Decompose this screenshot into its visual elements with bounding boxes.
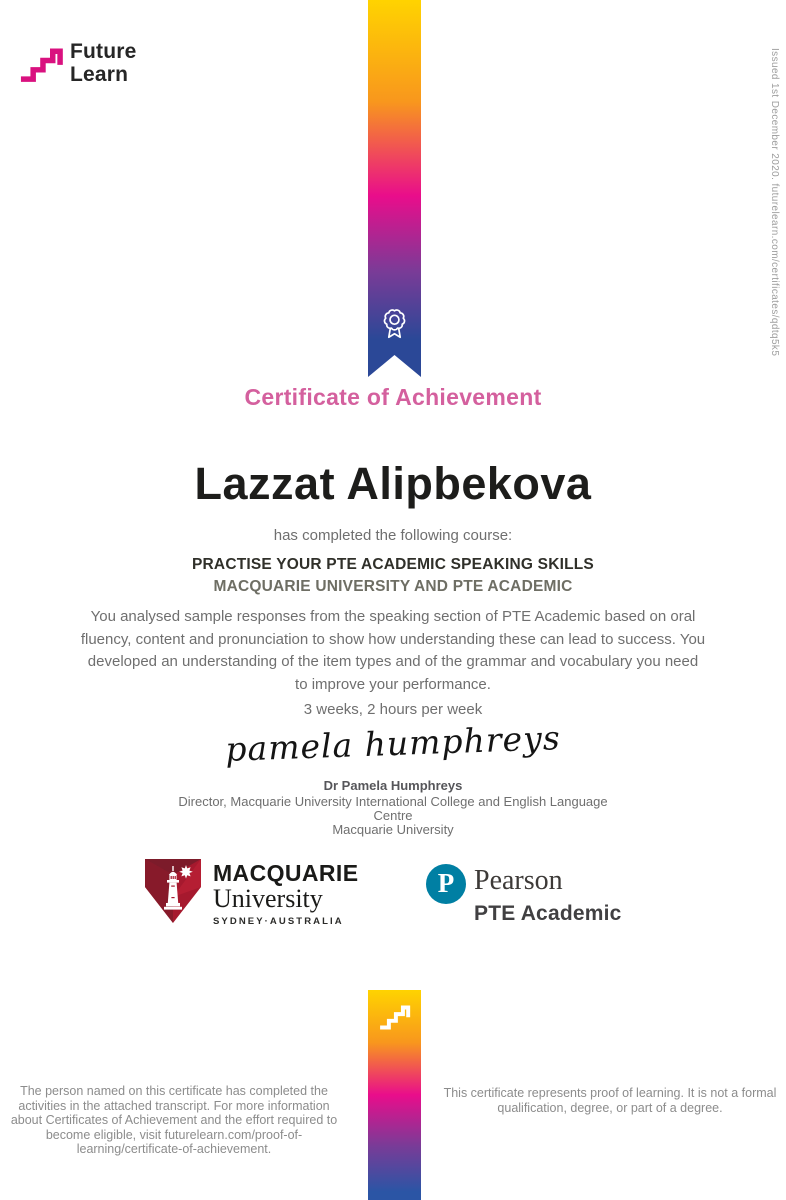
futurelearn-logo	[18, 38, 137, 86]
pearson-product: PTE Academic	[474, 902, 622, 925]
course-description: You analysed sample responses from the speaking section of PTE Academic based on oral fluency, content and pronunciation to show how understanding these can lead to success. You developed an understanding of the item types and of the grammar and vocabulary you need to improve your performance.	[80, 608, 706, 693]
macquarie-shield-icon	[142, 857, 204, 930]
pearson-p-icon: P	[426, 864, 466, 904]
macquarie-location: SYDNEY·AUSTRALIA	[213, 916, 344, 927]
macquarie-name: MACQUARIE	[213, 860, 359, 886]
course-duration: 3 weeks, 2 hours per week	[303, 701, 483, 718]
pearson-name: Pearson	[474, 865, 563, 896]
footer-left-note: The person named on this certificate has completed the activities in the attached transcript. For more information about Certificates of Achievement and the effort required to become eligible, visit futurelearn.com/proof-of-learning/certificate-of-achievement.	[10, 1084, 338, 1156]
issued-note: Issued 1st December 2020. futurelearn.com/certificates/qdtq5k5	[769, 48, 780, 357]
course-providers: MACQUARIE UNIVERSITY AND PTE ACADEMIC	[213, 578, 573, 595]
stairs-icon	[18, 38, 64, 84]
signatory-role-line1: Director, Macquarie University International College and English Language	[178, 794, 608, 809]
pearson-logo	[426, 864, 622, 926]
macquarie-text	[213, 857, 358, 930]
course-title: PRACTISE YOUR PTE ACADEMIC SPEAKING SKILLS	[192, 556, 594, 573]
recipient-name: Lazzat Alipbekova	[194, 458, 592, 509]
wordmark-line1: Future	[70, 40, 137, 63]
completion-line: has completed the following course:	[273, 527, 513, 544]
award-rosette-icon	[379, 306, 410, 347]
signatory-role-line2: Centre	[373, 808, 413, 823]
certificate-title: Certificate of Achievement	[244, 384, 542, 410]
futurelearn-wordmark	[70, 38, 137, 86]
wordmark-line2: Learn	[70, 63, 129, 86]
signature-script: pamela humphreys	[224, 718, 562, 769]
macquarie-sub: University	[213, 884, 323, 913]
footer-right-note: This certificate represents proof of learning. It is not a formal qualification, degree, or part of a degree.	[443, 1086, 777, 1115]
stairs-icon-white	[378, 998, 411, 1036]
signatory-name: Dr Pamela Humphreys	[323, 778, 463, 793]
macquarie-university-logo	[142, 857, 358, 930]
signatory-organisation: Macquarie University	[332, 822, 454, 837]
